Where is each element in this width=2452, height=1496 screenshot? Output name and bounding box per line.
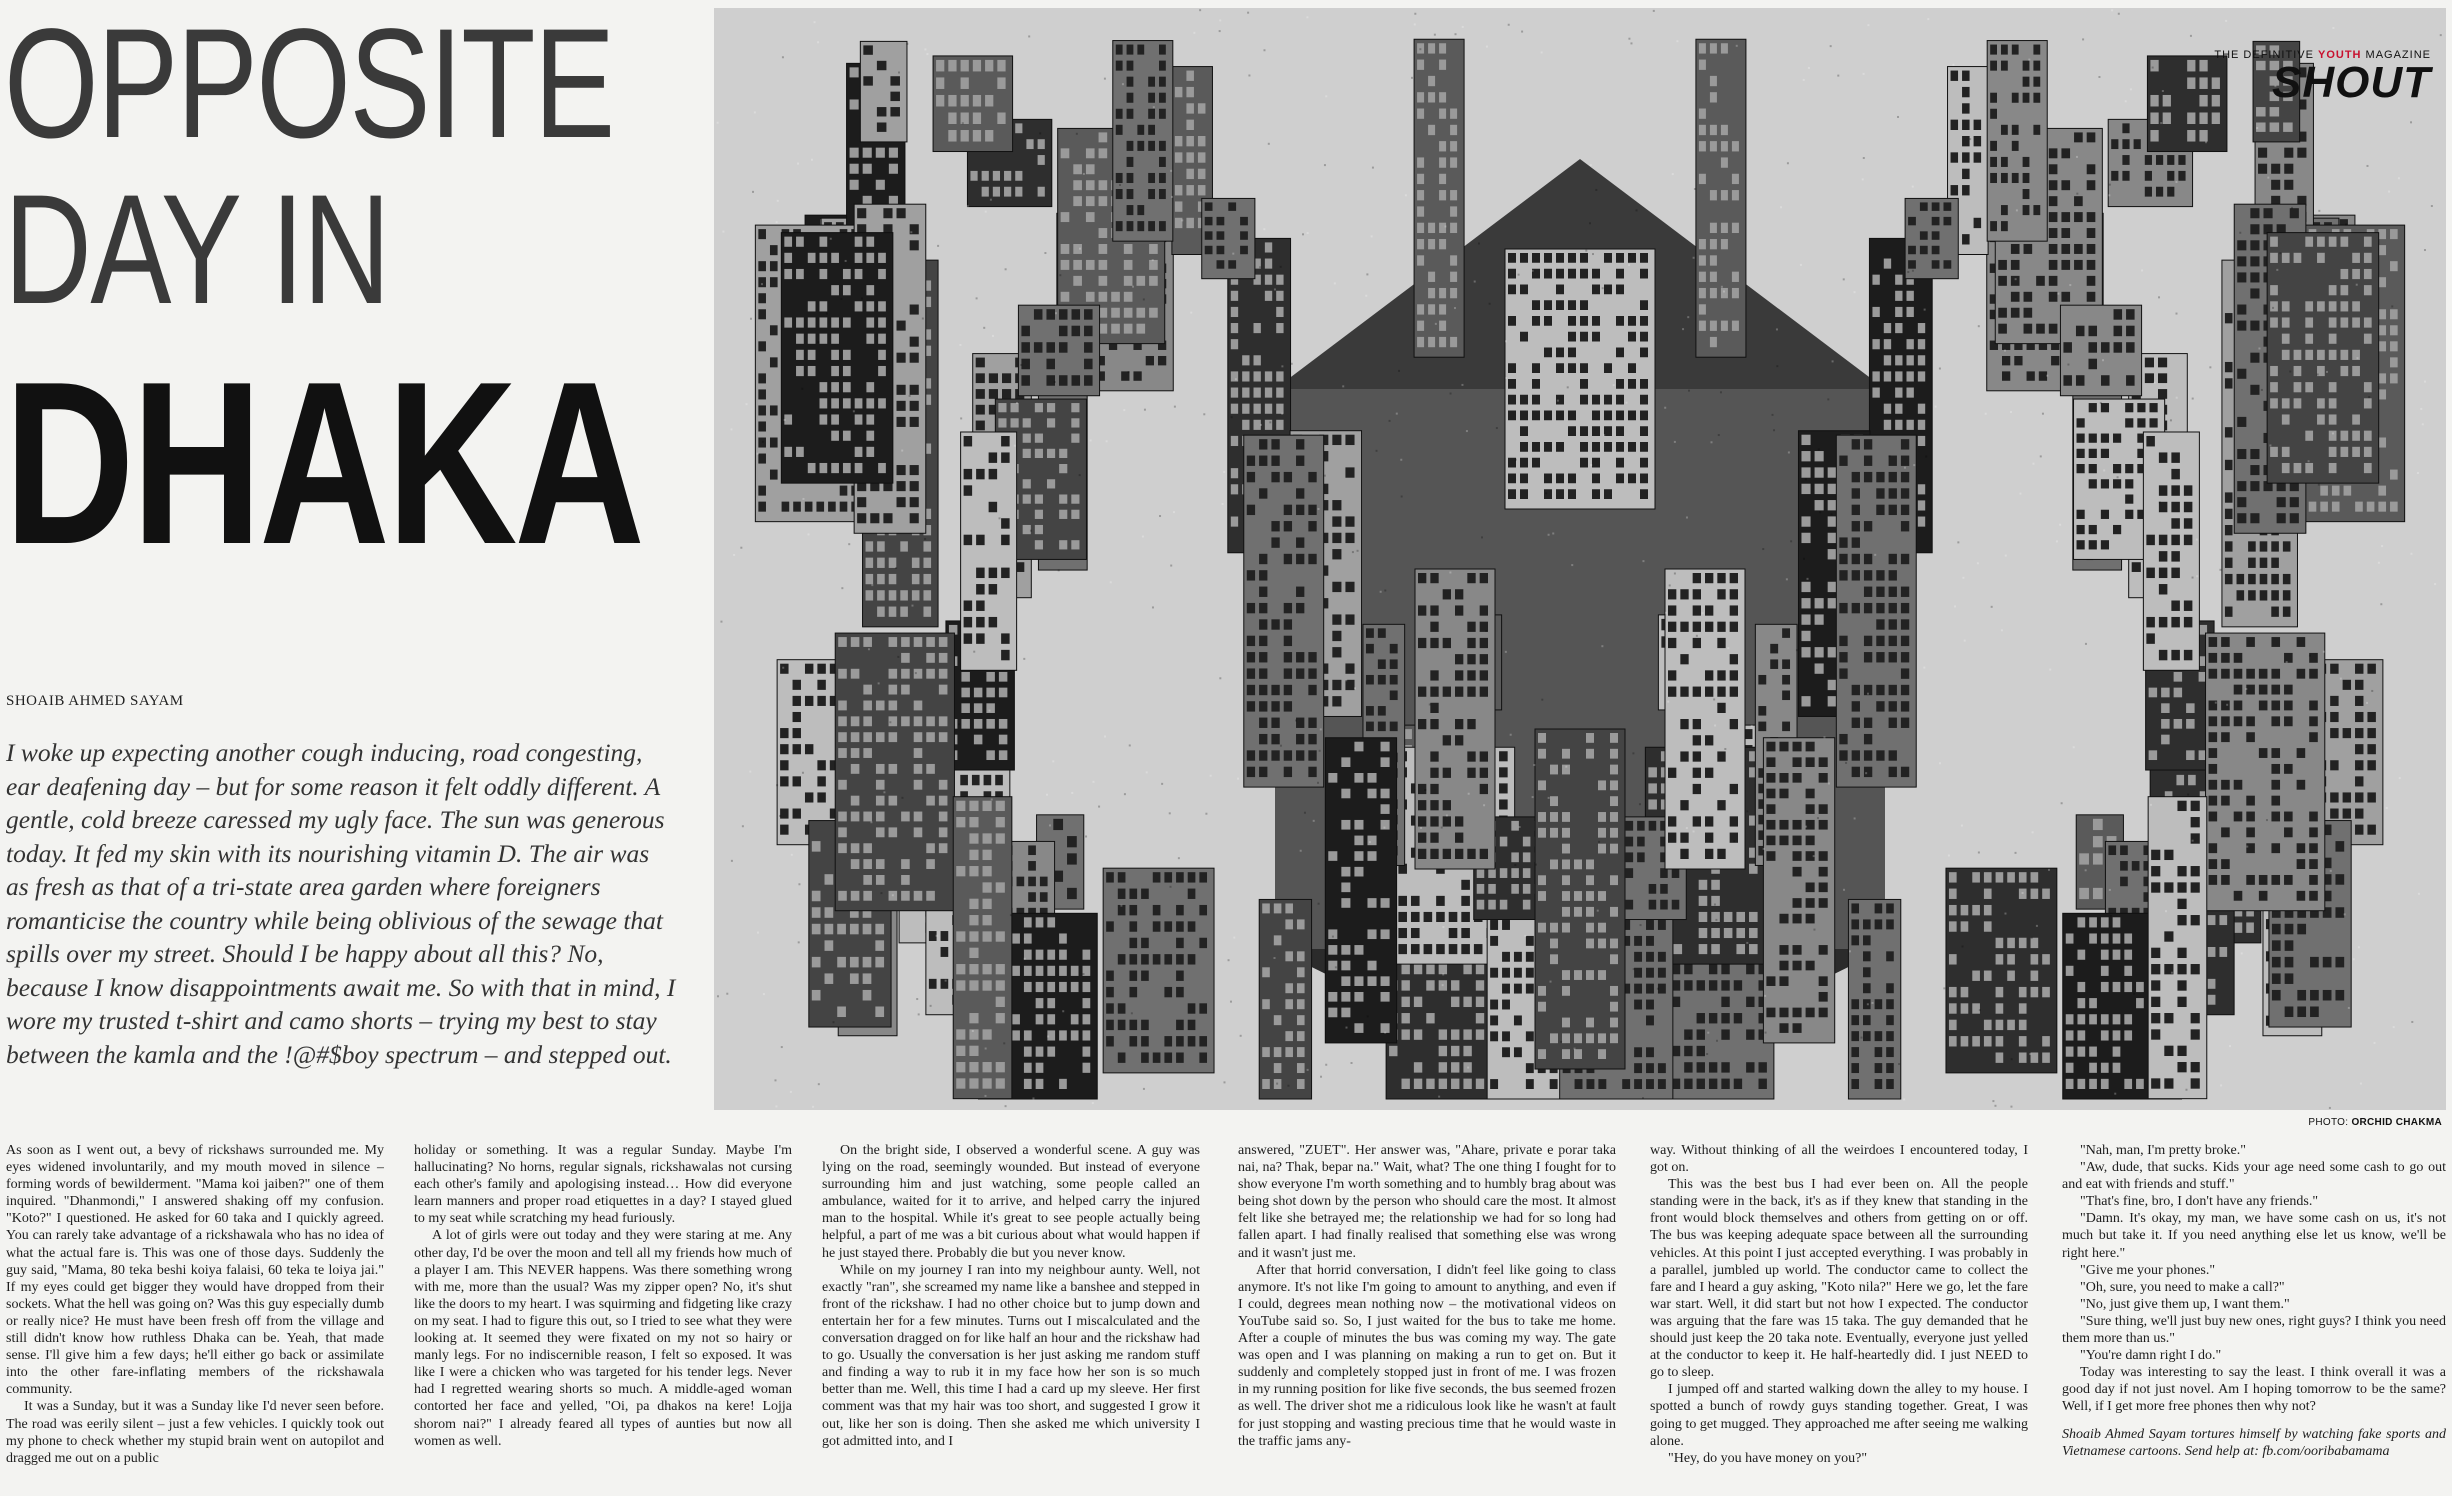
paragraph: I jumped off and started walking down the alley to my house. I spotted a bunch of rowdy guys standing together. Great, I was going to get mugged. They approached me after seeing me walking alone. — [1650, 1382, 2028, 1449]
paragraph: answered, "ZUET". Her answer was, "Ahare, private e porar taka nai, na? Thak, bepar na." Wait, what? The one thing I fought for to show everyone I'm worth something and to humbly brag about was being shot down by the person who should care the most. It almost felt like she betrayed me; the relationship we had for so long had fallen apart. I had finally realised that something else was wrong and it wasn't just me. — [1238, 1143, 1616, 1261]
headline — [4, 0, 704, 593]
paragraph: "You're damn right I do." — [2080, 1348, 2222, 1364]
paragraph: "Damn. It's okay, my man, we have some cash on us, it's not much but take it. If you need anything else let us know, we'll be right here." — [2062, 1211, 2446, 1261]
paragraph: "Sure thing, we'll just buy new ones, right guys? I think you need them more than us." — [2062, 1313, 2446, 1347]
paragraph: Today was interesting to say the least. I think overall it was a good day if not just novel. Am I hoping tomorrow to be the same? Well, if I get more free phones then why not? — [2062, 1365, 2446, 1415]
paragraph: way. Without thinking of all the weirdoes I encountered today, I got on. — [1650, 1143, 2028, 1176]
paragraph: On the bright side, I observed a wonderful scene. A guy was lying on the road, seemingly wounded. But instead of everyone surrounding him and just watching, some people called an ambulance, waited for it to arrive, and helped carry the injured man to the hospital. While it's great to see people actually being helpful, a part of me was a bit curious about what would happen if he just stayed there. Probably die but you never know. — [822, 1143, 1200, 1261]
paragraph: "Nah, man, I'm pretty broke." — [2080, 1143, 2246, 1158]
paragraph: holiday or something. It was a regular Sunday. Maybe I'm hallucinating? No horns, regular signals, rickshawalas not cursing each other's family and apologising instead… How did everyone learn manners and proper road etiquettes in a day? I stayed glued to my seat while scratching my head furiously. — [414, 1143, 792, 1227]
author-byline: SHOAIB AHMED SAYAM — [6, 693, 184, 709]
mirrored-city-photo — [714, 8, 2446, 1110]
paragraph: While on my journey I ran into my neighbour aunty. Well, not exactly "ran", she screamed my name like a banshee and stepped in front of the rickshaw. I had no other choice but to jump down and entertain her for a few minutes. Turns out I miscalculated and the conversation dragged on for like half an hour and the rickshaw had to go. Usually the conversation is her just asking me random stuff and finding a way to rub it in my face how her son is so much better than me. Well, this time I had a card up my sleeve. Her first comment was that my hair was too short, and suggested I grow it out, like her son is doing. Then she asked me which university I got admitted into, and I — [822, 1262, 1200, 1449]
paragraph: This was the best bus I had ever been on. All the people standing were in the back, it's as if they knew that standing in the front would block themselves and others from getting on or off. The bus was keeping adequate space between all the surrounding vehicles. At this point I just accepted everything. I was probably in a parallel, jumbled up world. The conductor came to collect the fare and I heard a guy asking, "Koto nila?" Here we go, let the fare war start. Well, it did start but not how I expected. The conductor was arguing that the fare was 15 taka. The guy demanded that he should just keep the 20 taka note. Eventually, everyone just yelled at the conductor to keep it. He half-heartedly did. I just NEED to go to sleep. — [1650, 1177, 2028, 1381]
paragraph: "Aw, dude, that sucks. Kids your age need some cash to go out and eat with friends and stuff." — [2062, 1160, 2446, 1193]
paragraph: After that horrid conversation, I didn't feel like going to class anymore. It's not like I'm going to amount to anything, and even if I could, degrees mean nothing now – the motivational videos on YouTube said so. So, I just waited for the bus to take me home. After a couple of minutes the bus was coming my way. The gate was open and I was planning on making a run to get on. But it suddenly and completely stopped just in front of me. I was frozen in my running position for like five seconds, the bus seemed frozen as well. The driver shot me a ridiculous look like he wasn't at fault for just stopping and wasting precious time that he would waste in the traffic jams any- — [1238, 1262, 1616, 1449]
paragraph: "That's fine, bro, I don't have any friends." — [2080, 1194, 2319, 1210]
photo-credit: PHOTO: ORCHID CHAKMA — [2308, 1117, 2442, 1128]
paragraph: As soon as I went out, a bevy of rickshaws surrounded me. My eyes widened involuntarily, and my mouth moved in silence – forming words of bewilderment. "Mama koi jaiben?" one of them inquired. "Dhanmondi," I answered shaking off my confusion. "Koto?" I questioned. He asked for 60 taka and I quickly agreed. You can rarely take advantage of a rickshawala who has no idea of what the actual fare is. This was one of those days. Suddenly the guy said, "Mama, 80 teka beshi koiya falaisi, 60 teka te loiya jai." If my eyes could get bigger they would have dropped from their sockets. What the hell was going on? Was this guy especially dumb or really nice? He must have been fresh off from the village and still didn't know how ruthless Dhaka can be. Yeah, that made sense. I'll give him a few days; he'll either go back or assimilate into the other fare-inflating members of the rickshawala community. — [6, 1143, 384, 1398]
paragraph: "Hey, do you have money on you?" — [1668, 1450, 1868, 1466]
brand-tagline: THE DEFINITIVE YOUTH MAGAZINE — [2214, 49, 2431, 61]
headline-line-2: DAY IN — [4, 163, 390, 337]
paragraph: "Give me your phones." — [2080, 1262, 2216, 1278]
paragraph: "Oh, sure, you need to make a call?" — [2080, 1279, 2285, 1295]
magazine-brand — [2214, 49, 2431, 105]
headline-line-3: DHAKA — [4, 334, 642, 593]
author-signature: Shoaib Ahmed Sayam tortures himself by watching fake sports and Vietnamese cartoons. Send help at: fb.com/ooribabamama — [2062, 1426, 2446, 1459]
article-column-5 — [1650, 1142, 2028, 1494]
article-column-3 — [822, 1142, 1200, 1494]
article-column-1 — [6, 1142, 384, 1494]
article-column-4 — [1238, 1142, 1616, 1494]
shout-logo: SHOUT — [2272, 58, 2431, 107]
intro-paragraph: I woke up expecting another cough inducing, road congesting, ear deafening day – but for some reason it felt oddly different. A gentle, cold breeze caressed my ugly face. The sun was generous today. It fed my skin with its nourishing vitamin D. The air was as fresh as that of a tri-state area garden where foreigners romanticise the country while being oblivious of the sewage that spills over my street. Should I be happy about all this? No, because I know disappointments await me. So with that in mind, I wore my trusted t-shirt and camo shorts – trying my best to stay between the kamla and the !@#$boy spectrum – and stepped out. — [6, 738, 676, 1069]
article-column-2 — [414, 1142, 792, 1494]
paragraph: A lot of girls were out today and they were staring at me. Any other day, I'd be over the moon and tell all my friends how much of a player I am. This NEVER happens. Was there something wrong with me, more than the usual? Was my zipper open? No, it's shut like the doors to my heart. I was squirming and fidgeting like crazy on my seat. I had to figure this out, so I tried to see what they were looking at. It seemed they were fixated on my not so hairy or manly legs. For no indiscernible reason, I felt so exposed. It was like I were a chicken who was targeted for his tender legs. Never had I regretted wearing shorts so much. A middle-aged woman contorted her face and yelled, "Oi, pa dhakos na kere! Lojja shorom nai?" I already feared all types of aunties but now all women as well. — [414, 1228, 792, 1449]
headline-line-1: OPPOSITE — [4, 0, 614, 171]
article-column-6 — [2062, 1142, 2446, 1494]
cityscape-illustration — [715, 9, 2445, 1109]
paragraph: "No, just give them up, I want them." — [2080, 1296, 2290, 1312]
paragraph: It was a Sunday, but it was a Sunday like I'd never seen before. The road was eerily silent – just a few vehicles. I quickly took out my phone to check whether my stupid brain went on autopilot and dragged me out on a public — [6, 1399, 384, 1466]
